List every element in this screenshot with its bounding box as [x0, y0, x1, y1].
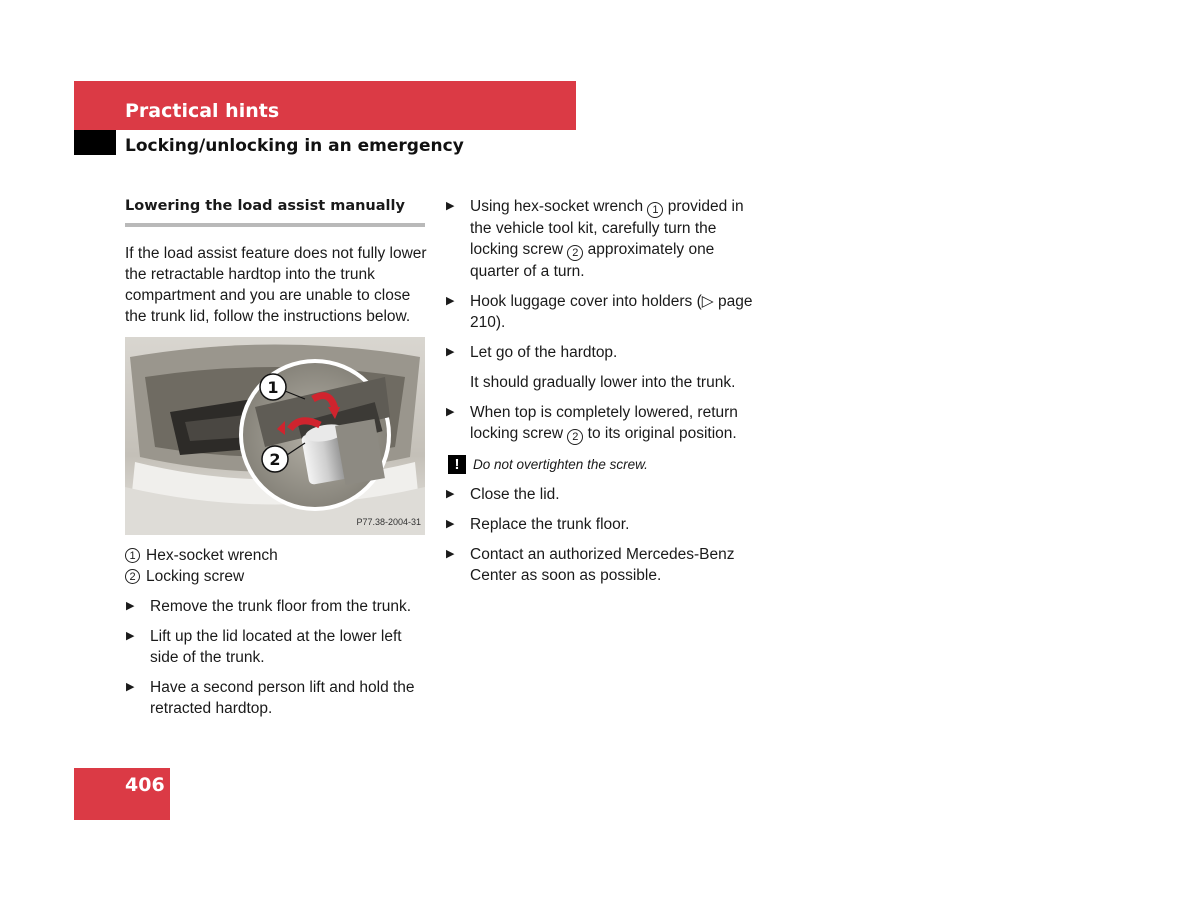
step-item: [445, 484, 755, 505]
bullet-arrow-icon: ▶: [446, 200, 455, 212]
page-title: Locking/unlocking in an emergency: [125, 136, 464, 156]
step-text: Replace the trunk floor.: [470, 516, 630, 533]
step-item: [125, 677, 430, 719]
bullet-arrow-icon: ▶: [126, 600, 135, 612]
right-column: [445, 196, 755, 586]
step-text: Lift up the lid located at the lower left side of the trunk.: [150, 628, 402, 666]
step-note: It should gradually lower into the trunk.: [470, 374, 736, 391]
left-column: [125, 196, 430, 719]
bullet-arrow-icon: ▶: [126, 630, 135, 642]
legend-text: Hex-socket wrench: [146, 547, 278, 564]
warning-icon: !: [448, 455, 466, 474]
bullet-arrow-icon: ▶: [446, 295, 455, 307]
bullet-arrow-icon: ▶: [446, 406, 455, 418]
figure-callout-2: 2: [269, 450, 281, 469]
legend-number: 2: [125, 569, 140, 584]
step-text: Have a second person lift and hold the retracted hardtop.: [150, 679, 415, 717]
subsection-heading: Lowering the load assist manually: [125, 196, 425, 227]
legend-item: [125, 545, 430, 566]
callout-number: 2: [567, 245, 583, 261]
bullet-arrow-icon: ▶: [126, 681, 135, 693]
trunk-figure: [125, 337, 425, 535]
bullet-arrow-icon: ▶: [446, 488, 455, 500]
step-text: Remove the trunk floor from the trunk.: [150, 598, 412, 615]
legend-number: 1: [125, 548, 140, 563]
page-number: 406: [125, 774, 165, 796]
step-item: [445, 196, 755, 282]
section-title: Practical hints: [125, 100, 280, 122]
step-text: Using hex-socket wrench 1 provided in the vehicle tool kit, carefully turn the locking screw 2 approximately one quarter of a turn.: [470, 198, 744, 280]
step-item: [125, 596, 430, 617]
bullet-arrow-icon: ▶: [446, 346, 455, 358]
step-text: Let go of the hardtop.: [470, 344, 618, 361]
warning-text: Do not overtighten the screw.: [473, 457, 648, 472]
step-item: [445, 342, 755, 363]
figure-callout-1: 1: [267, 378, 279, 397]
step-item: [125, 626, 430, 668]
step-text: When top is completely lowered, return locking screw 2 to its original position.: [470, 404, 738, 443]
step-item: [445, 514, 755, 535]
section-marker: [74, 130, 116, 155]
figure-legend: [125, 545, 430, 587]
step-text: Hook luggage cover into holders (▷ page 210).: [470, 293, 753, 331]
bullet-arrow-icon: ▶: [446, 548, 455, 560]
warning-note: [445, 454, 755, 475]
bullet-arrow-icon: ▶: [446, 518, 455, 530]
step-item: [445, 544, 755, 586]
step-item: [445, 291, 755, 333]
callout-number: 2: [567, 429, 583, 445]
step-text: Close the lid.: [470, 486, 560, 503]
trunk-illustration: [125, 337, 425, 535]
legend-text: Locking screw: [146, 568, 245, 585]
step-text: Contact an authorized Mercedes-Benz Center as soon as possible.: [470, 546, 735, 584]
legend-item: [125, 566, 430, 587]
step-item: [445, 402, 755, 445]
intro-paragraph: If the load assist feature does not fully lower the retractable hardtop into the trunk compartment and you are unable to close the trunk lid, follow the instructions below.: [125, 245, 427, 325]
figure-code: P77.38-2004-31: [356, 517, 421, 527]
callout-number: 1: [647, 202, 663, 218]
